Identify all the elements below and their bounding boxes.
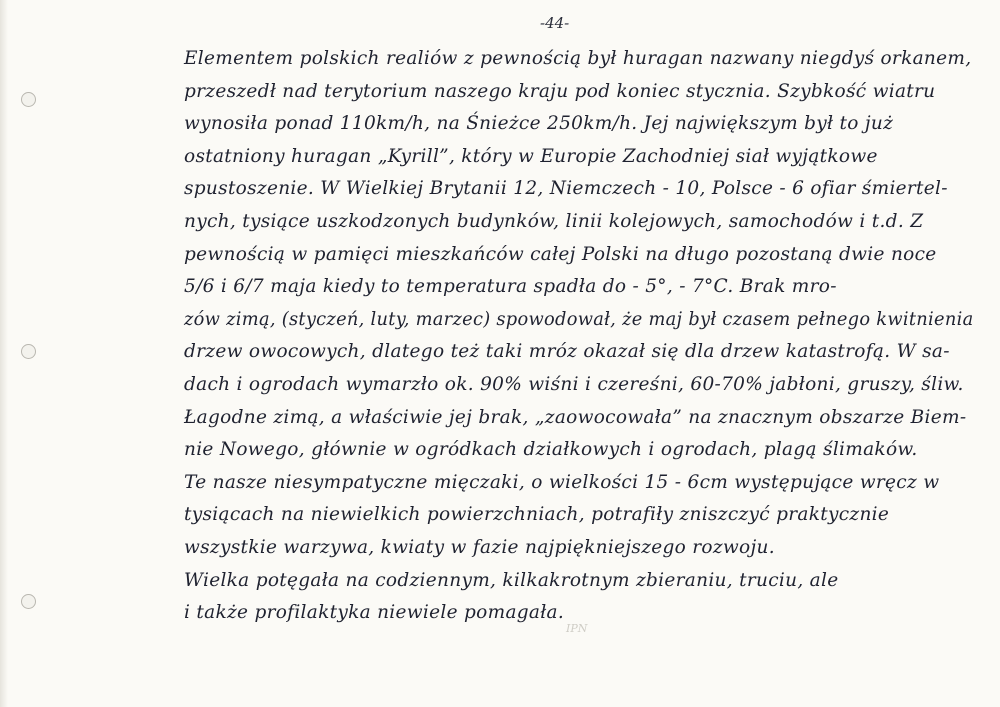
text-line: Elementem polskich realiów z pewnością był huragan nazwany niegdyś orkanem,: [184, 48, 972, 69]
text-line: Te nasze niesympatyczne mięczaki, o wielkości 15 - 6cm występujące wręcz w: [184, 471, 940, 493]
text-line: 5/6 i 6/7 maja kiedy to temperatura spadła do - 5°, - 7°C. Brak mro-: [184, 276, 837, 298]
text-line: pewnością w pamięci mieszkańców całej Polski na długo pozostaną dwie noce: [184, 243, 937, 265]
text-line: i także profilaktyka niewiele pomagała.: [184, 602, 565, 624]
page-edge: [0, 0, 8, 707]
page-number: -44-: [540, 14, 570, 32]
punch-hole-top: [21, 92, 36, 107]
text-line: przeszedł nad terytorium naszego kraju pod koniec stycznia. Szybkość wiatru: [184, 80, 936, 102]
text-line: ostatniony huragan „Kyrill”, który w Europie Zachodniej siał wyjątkowe: [184, 145, 878, 167]
text-line: spustoszenie. W Wielkiej Brytanii 12, Niemczech - 10, Polsce - 6 ofiar śmiertel-: [184, 178, 948, 200]
text-line: nie Nowego, głównie w ogródkach działkowych i ogrodach, plagą ślimaków.: [184, 439, 918, 461]
text-line: wynosiła ponad 110km/h, na Śnieżce 250km/h. Jej największym był to już: [184, 113, 894, 135]
text-line: dach i ogrodach wymarzło ok. 90% wiśni i czereśni, 60-70% jabłoni, gruszy, śliw.: [184, 374, 964, 395]
text-line: zów zimą, (styczeń, luty, marzec) spowodował, że maj był czasem pełnego kwitnienia: [184, 308, 974, 330]
faint-stamp-mark: IPN: [566, 622, 588, 635]
punch-hole-bottom: [21, 594, 36, 609]
text-line: wszystkie warzywa, kwiaty w fazie najpiękniejszego rozwoju.: [184, 537, 775, 558]
text-line: nych, tysiące uszkodzonych budynków, linii kolejowych, samochodów i t.d. Z: [184, 211, 924, 232]
text-line: tysiącach na niewielkich powierzchniach, potrafiły zniszczyć praktycznie: [184, 504, 890, 526]
text-line: Łagodne zimą, a właściwie jej brak, „zaowocowała” na znacznym obszarze Biem-: [184, 406, 967, 428]
text-line: drzew owocowych, dlatego też taki mróz okazał się dla drzew katastrofą. W sa-: [184, 341, 950, 363]
text-line: Wielka potęgała na codziennym, kilkakrotnym zbieraniu, truciu, ale: [184, 569, 839, 591]
punch-hole-middle: [21, 344, 36, 359]
